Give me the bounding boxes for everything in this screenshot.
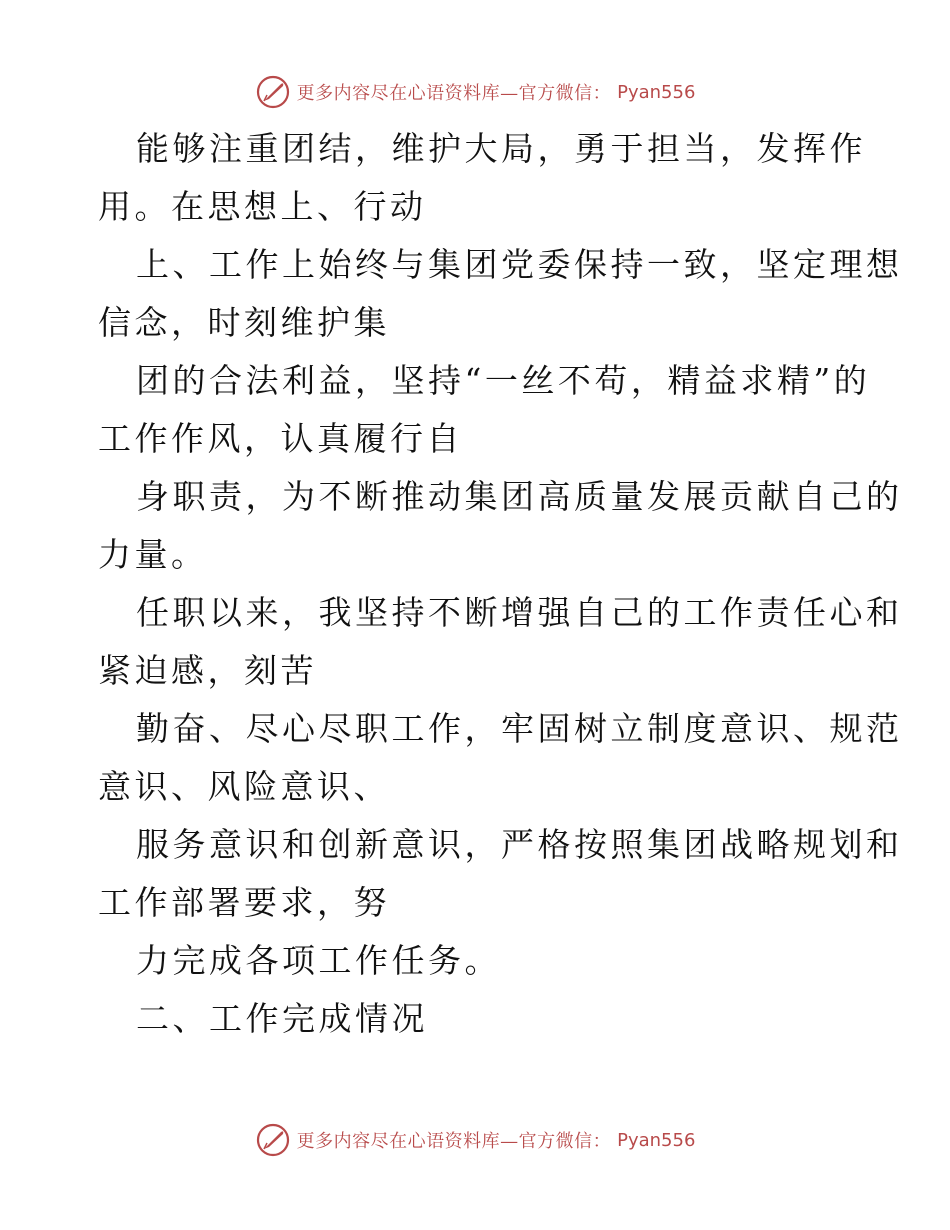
text-line: 工作部署要求，努 (98, 883, 390, 922)
feather-pen-logo-icon (255, 1122, 291, 1158)
text-line: 信念，时刻维护集 (98, 303, 390, 342)
document-body (98, 120, 903, 1048)
text-line: 能够注重团结，维护大局，勇于担当，发挥作 (136, 129, 866, 168)
text-line: 二、工作完成情况 (136, 999, 428, 1038)
watermark-wechat-id: Pyan556 (617, 81, 696, 103)
text-line: 上、工作上始终与集团党委保持一致，坚定理想 (136, 245, 903, 284)
text-line: 力完成各项工作任务。 (136, 941, 501, 980)
text-line: 紧迫感，刻苦 (98, 651, 317, 690)
text-line: 团的合法利益，坚持“一丝不苟，精益求精”的 (136, 361, 871, 400)
text-line: 任职以来，我坚持不断增强自己的工作责任心和 (136, 593, 903, 632)
text-line: 身职责，为不断推动集团高质量发展贡献自己的 (136, 477, 903, 516)
text-line: 服务意识和创新意识，严格按照集团战略规划和 (136, 825, 903, 864)
text-line: 意识、风险意识、 (98, 767, 390, 806)
header-watermark (0, 72, 950, 112)
text-line: 勤奋、尽心尽职工作，牢固树立制度意识、规范 (136, 709, 903, 748)
text-line: 用。在思想上、行动 (98, 187, 427, 226)
watermark-text: 更多内容尽在心语资料库—官方微信： (296, 83, 612, 104)
footer-watermark (0, 1120, 950, 1160)
feather-pen-logo-icon (255, 74, 291, 110)
watermark-text: 更多内容尽在心语资料库—官方微信： (296, 1131, 612, 1152)
text-line: 工作作风，认真履行自 (98, 419, 463, 458)
text-line: 力量。 (98, 535, 208, 574)
watermark-wechat-id: Pyan556 (617, 1129, 696, 1151)
